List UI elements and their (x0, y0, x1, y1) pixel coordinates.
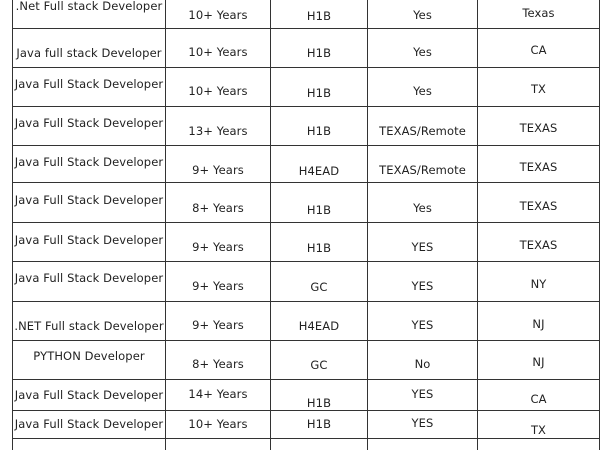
cell-experience: 13+ Years (165, 107, 270, 146)
cell-experience (165, 439, 270, 450)
cell-location: Texas (477, 0, 600, 29)
cell-visa: H1B (270, 183, 367, 223)
cell-title: .NET Full stack Developer (12, 302, 165, 341)
cell-experience: 10+ Years (165, 0, 270, 29)
cell-onsite: TEXAS/Remote (367, 107, 477, 146)
cell-title: Java Full Stack Developer (12, 107, 165, 146)
table-row (12, 302, 600, 341)
cell-visa: H1B (270, 380, 367, 411)
cell-onsite: YES (367, 262, 477, 302)
cell-onsite: Yes (367, 29, 477, 68)
cell-experience: 10+ Years (165, 68, 270, 107)
table-row (12, 0, 600, 29)
table-row (12, 380, 600, 411)
cell-title: Java Full Stack Developer (12, 380, 165, 411)
cell-experience: 9+ Years (165, 223, 270, 262)
cell-experience: 10+ Years (165, 29, 270, 68)
table-row (12, 439, 600, 450)
cell-location: TEXAS (477, 183, 600, 223)
cell-experience: 9+ Years (165, 262, 270, 302)
cell-visa: H1B (270, 0, 367, 29)
cell-onsite: No (367, 341, 477, 380)
table-row (12, 223, 600, 262)
cell-title: PYTHON Developer (12, 341, 165, 380)
cell-experience: 14+ Years (165, 380, 270, 411)
table-row (12, 341, 600, 380)
cell-location: CA (477, 29, 600, 68)
cell-location: TEXAS (477, 107, 600, 146)
cell-visa: H1B (270, 107, 367, 146)
cell-location: NY (477, 262, 600, 302)
cell-location: NJ (477, 302, 600, 341)
table-row (12, 68, 600, 107)
cell-experience: 9+ Years (165, 146, 270, 183)
cell-experience: 10+ Years (165, 411, 270, 439)
cell-onsite: Yes (367, 0, 477, 29)
cell-experience: 9+ Years (165, 302, 270, 341)
cell-location: NJ (477, 341, 600, 380)
cell-location: CA (477, 380, 600, 411)
cell-onsite: TEXAS/Remote (367, 146, 477, 183)
cell-visa: H1B (270, 68, 367, 107)
cell-location: TEXAS (477, 223, 600, 262)
cell-location: TX (477, 411, 600, 439)
cell-experience: 8+ Years (165, 183, 270, 223)
cell-location (477, 439, 600, 450)
cell-visa: H4EAD (270, 302, 367, 341)
cell-visa: H1B (270, 411, 367, 439)
cell-onsite: YES (367, 380, 477, 411)
cell-title: Java Full Stack Developer (12, 183, 165, 223)
cell-visa: H1B (270, 223, 367, 262)
cell-visa: GC (270, 341, 367, 380)
cell-title: Java Full Stack Developer (12, 146, 165, 183)
table-row (12, 107, 600, 146)
table-row (12, 146, 600, 183)
cell-title: .Net Full stack Developer (12, 0, 165, 29)
cell-title: Java Full Stack Developer (12, 411, 165, 439)
cell-onsite: Yes (367, 68, 477, 107)
cell-visa: GC (270, 262, 367, 302)
cell-location: TX (477, 68, 600, 107)
cell-title: Java Full Stack Developer (12, 223, 165, 262)
cell-title: Java full stack Developer (12, 29, 165, 68)
cell-location: TEXAS (477, 146, 600, 183)
table-row (12, 262, 600, 302)
table-row (12, 183, 600, 223)
cell-onsite (367, 439, 477, 450)
cell-title: Java Full Stack Developer (12, 68, 165, 107)
cell-onsite: YES (367, 223, 477, 262)
cell-visa: H4EAD (270, 146, 367, 183)
table-row (12, 29, 600, 68)
table-row (12, 411, 600, 439)
cell-title: Java Full Stack Developer (12, 262, 165, 302)
cell-experience: 8+ Years (165, 341, 270, 380)
cell-visa: H1B (270, 29, 367, 68)
cell-title (12, 439, 165, 450)
cell-onsite: YES (367, 411, 477, 439)
cell-onsite: YES (367, 302, 477, 341)
cell-onsite: Yes (367, 183, 477, 223)
cell-visa (270, 439, 367, 450)
